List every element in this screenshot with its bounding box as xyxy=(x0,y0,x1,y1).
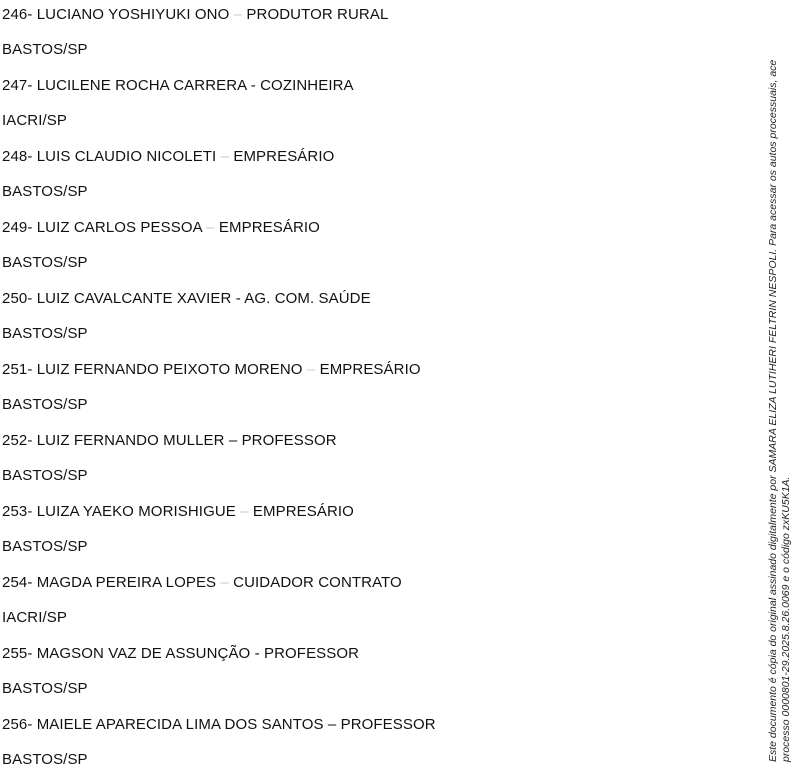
entry-253-city: BASTOS/SP xyxy=(2,538,88,555)
entry-251-city: BASTOS/SP xyxy=(2,396,88,413)
entry-role: PRODUTOR RURAL xyxy=(246,6,389,23)
entry-head: 255- MAGSON VAZ DE ASSUNÇÃO xyxy=(2,645,251,662)
entry-254-line xyxy=(2,574,402,592)
entry-separator: - xyxy=(254,645,260,662)
entry-255-line xyxy=(2,645,359,663)
entry-248-city: BASTOS/SP xyxy=(2,183,88,200)
entry-separator: – xyxy=(228,432,238,449)
entry-head: 253- LUIZA YAEKO MORISHIGUE xyxy=(2,503,236,520)
entry-role: EMPRESÁRIO xyxy=(252,503,354,520)
entry-role: AG. COM. SAÚDE xyxy=(244,290,371,307)
entry-role: EMPRESÁRIO xyxy=(233,148,335,165)
entry-separator: – xyxy=(206,219,215,236)
entry-250-city: BASTOS/SP xyxy=(2,325,88,342)
entry-254-city: IACRI/SP xyxy=(2,609,67,626)
entry-role: EMPRESÁRIO xyxy=(319,361,421,378)
entry-role: CUIDADOR CONTRATO xyxy=(233,574,402,591)
entry-role: PROFESSOR xyxy=(241,432,337,449)
entry-head: 248- LUIS CLAUDIO NICOLETI xyxy=(2,148,217,165)
entry-246-city: BASTOS/SP xyxy=(2,41,88,58)
entry-255-city: BASTOS/SP xyxy=(2,680,88,697)
entry-separator: – xyxy=(220,148,230,165)
entry-248-line xyxy=(2,148,334,166)
entry-separator: - xyxy=(250,77,256,94)
entry-249-city: BASTOS/SP xyxy=(2,254,88,271)
entry-256-line xyxy=(2,716,436,734)
entry-249-line xyxy=(2,219,320,237)
entry-head: 246- LUCIANO YOSHIYUKI ONO xyxy=(2,6,230,23)
digital-signature-note xyxy=(767,2,792,762)
entry-head: 249- LUIZ CARLOS PESSOA xyxy=(2,219,202,236)
entry-separator: - xyxy=(235,290,241,307)
entry-252-line xyxy=(2,432,337,450)
entry-head: 251- LUIZ FERNANDO PEIXOTO MORENO xyxy=(2,361,303,378)
entry-separator: – xyxy=(233,6,243,23)
entry-head: 256- MAIELE APARECIDA LIMA DOS SANTOS xyxy=(2,716,324,733)
entry-247-city: IACRI/SP xyxy=(2,112,67,129)
entry-head: 250- LUIZ CAVALCANTE XAVIER xyxy=(2,290,232,307)
entry-role: COZINHEIRA xyxy=(260,77,354,94)
entry-head: 247- LUCILENE ROCHA CARRERA xyxy=(2,77,247,94)
entry-252-city: BASTOS/SP xyxy=(2,467,88,484)
entry-role: PROFESSOR xyxy=(340,716,436,733)
entry-separator: – xyxy=(220,574,229,591)
signature-note-line-2: processo 0000801-29.2025.8.26.0069 e o código zxKU5K1A. xyxy=(779,476,792,762)
entry-256-city: BASTOS/SP xyxy=(2,751,88,768)
entry-247-line xyxy=(2,77,354,95)
entry-separator: – xyxy=(240,503,249,520)
entry-role: EMPRESÁRIO xyxy=(218,219,320,236)
entry-separator: – xyxy=(327,716,337,733)
entry-250-line xyxy=(2,290,371,308)
entry-246-line xyxy=(2,6,388,24)
entry-251-line xyxy=(2,361,421,379)
signature-note-line-1: Este documento é cópia do original assinado digitalmente por SAMARA ELIZA LUTIHERI FELTRIN NESPOLI. Para acessar os autos processuais, ace xyxy=(767,59,779,762)
entry-head: 254- MAGDA PEREIRA LOPES xyxy=(2,574,217,591)
entry-separator: – xyxy=(306,361,316,378)
entry-253-line xyxy=(2,503,354,521)
entry-head: 252- LUIZ FERNANDO MULLER xyxy=(2,432,225,449)
entry-role: PROFESSOR xyxy=(264,645,360,662)
